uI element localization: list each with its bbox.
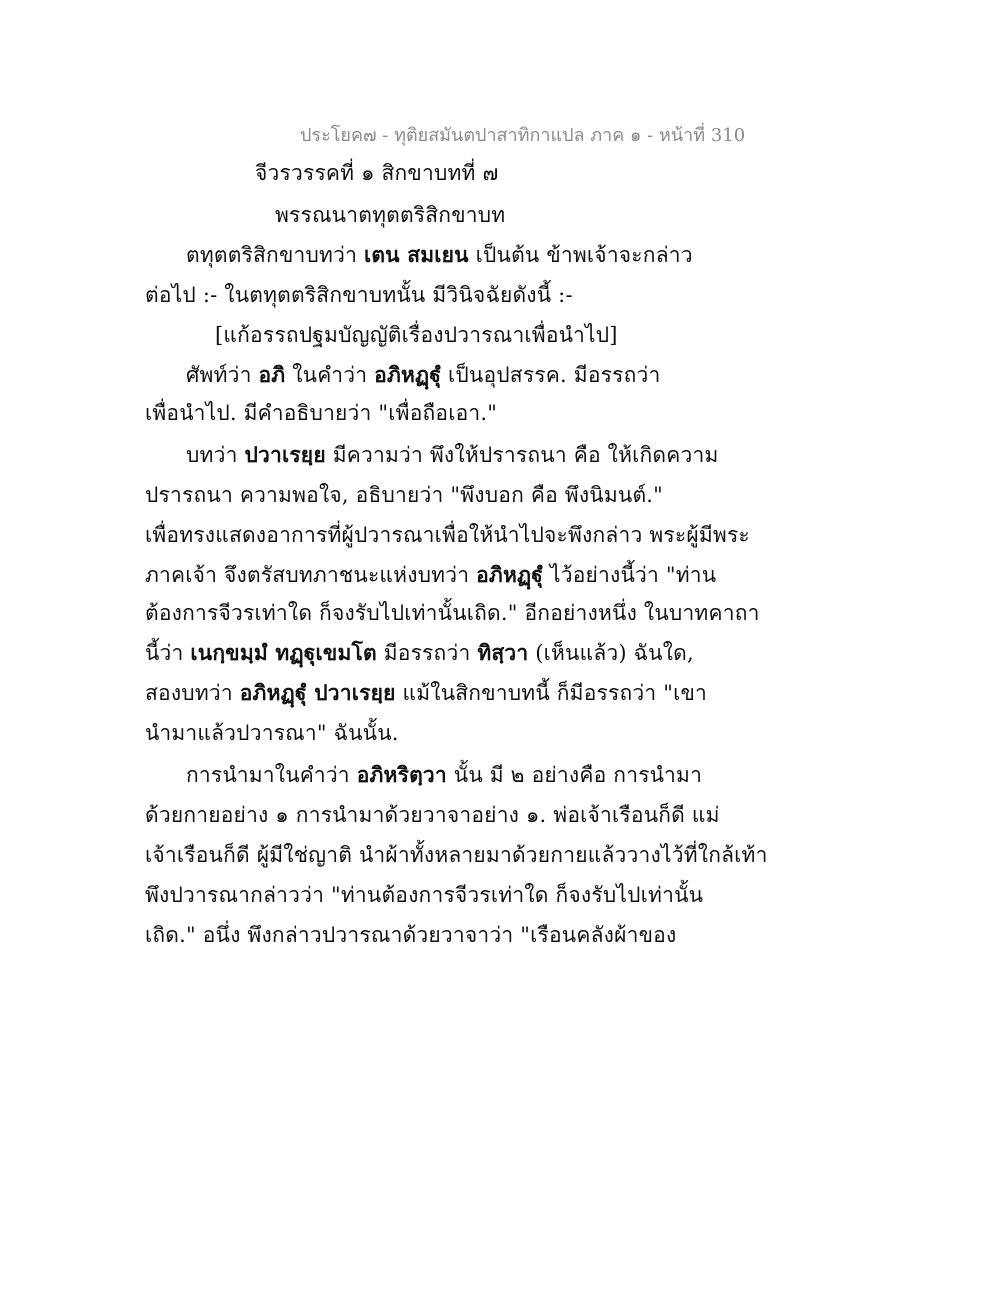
text-run: นั้น มี ๒ อย่างคือ การนำมา <box>446 763 703 787</box>
running-header: ประโยค๗ - ทุติยสมันตปาสาทิกาแปล ภาค ๑ - หน้าที่ 310 <box>300 125 746 146</box>
chapter-heading: จีวรวรรคที่ ๑ สิกขาบทที่ ๗ <box>255 161 499 185</box>
body-line-12 <box>145 678 707 708</box>
text-run: เป็นต้น ข้าพเจ้าจะกล่าว <box>468 243 693 267</box>
body-line-6 <box>186 440 719 470</box>
body-line-13: นำมาแล้วปวารณา" ฉันนั้น. <box>145 721 399 745</box>
body-line-4 <box>186 360 661 390</box>
pali-term: อภิหฏฺฐุํ <box>476 562 544 587</box>
body-line-9 <box>145 560 716 590</box>
body-line-14 <box>186 760 702 790</box>
text-run: มีความว่า พึงให้ปรารถนา คือ ให้เกิดความ <box>325 443 719 467</box>
pali-term: ทิสฺวา <box>477 640 529 665</box>
body-line-17: พึงปวารณากล่าวว่า "ท่านต้องการจีวรเท่าใด ก็จงรับไปเท่านั้น <box>145 883 704 907</box>
text-run: ภาคเจ้า จึงตรัสบทภาชนะแห่งบทว่า <box>145 563 477 587</box>
body-line-7: ปรารถนา ความพอใจ, อธิบายว่า "พึงบอก คือ พึงนิมนต์." <box>145 483 664 507</box>
body-line-2: ต่อไป :- ในตทุตตริสิกขาบทนั้น มีวินิจฉัยดังนี้ :- <box>145 283 573 307</box>
body-line-16: เจ้าเรือนก็ดี ผู้มีใช่ญาติ นำผ้าทั้งหลายมาด้วยกายแล้ววางไว้ที่ใกล้เท้า <box>145 843 768 867</box>
text-run: บทว่า <box>186 443 245 467</box>
text-run: ศัพท์ว่า <box>186 363 259 387</box>
body-line-15: ด้วยกายอย่าง ๑ การนำมาด้วยวาจาอย่าง ๑. พ่อเจ้าเรือนก็ดี แม่ <box>145 803 720 827</box>
text-run: มีอรรถว่า <box>376 641 478 665</box>
text-run: ตทุตตริสิกขาบทว่า <box>186 243 364 267</box>
text-run: เป็นอุปสรรค. มีอรรถว่า <box>441 363 661 387</box>
section-title: พรรณนาตทุตตริสิกขาบท <box>275 203 506 227</box>
subheading: [แก้อรรถปฐมบัญญัติเรื่องปวารณาเพื่อนำไป] <box>215 323 618 347</box>
text-run: (เห็นแล้ว) ฉันใด, <box>528 641 694 665</box>
body-line-5: เพื่อนำไป. มีคำอธิบายว่า "เพื่อถือเอา." <box>145 401 498 425</box>
pali-term: เตน สมเยน <box>363 242 469 267</box>
text-run: ในคำว่า <box>285 363 375 387</box>
text-run: นี้ว่า <box>145 641 191 665</box>
pali-term: อภิหฏฺฐุํ <box>374 362 442 387</box>
pali-term: เนกฺขมฺมํ ทฏฺฐุเขมโต <box>190 640 377 665</box>
pali-term: อภิหฏฺฐุํ ปวาเรยฺย <box>239 680 396 705</box>
text-run: แม้ในสิกขาบทนี้ ก็มีอรรถว่า "เขา <box>395 681 708 705</box>
pali-term: อภิ <box>258 362 286 387</box>
body-line-1 <box>186 240 693 270</box>
body-line-18: เถิด." อนึ่ง พึงกล่าวปวารณาด้วยวาจาว่า "เรือนคลังผ้าของ <box>145 923 677 947</box>
body-line-10: ต้องการจีวรเท่าใด ก็จงรับไปเท่านั้นเถิด." อีกอย่างหนึ่ง ในบาทคาถา <box>145 601 760 625</box>
body-line-11 <box>145 638 694 668</box>
body-line-8: เพื่อทรงแสดงอาการที่ผู้ปวารณาเพื่อให้นำไปจะพึงกล่าว พระผู้มีพระ <box>145 523 750 547</box>
pali-term: ปวาเรยฺย <box>244 442 326 467</box>
pali-term: อภิหริตฺวา <box>356 762 447 787</box>
text-run: การนำมาในคำว่า <box>186 763 357 787</box>
text-run: ไว้อย่างนี้ว่า "ท่าน <box>543 563 717 587</box>
text-run: สองบทว่า <box>145 681 240 705</box>
